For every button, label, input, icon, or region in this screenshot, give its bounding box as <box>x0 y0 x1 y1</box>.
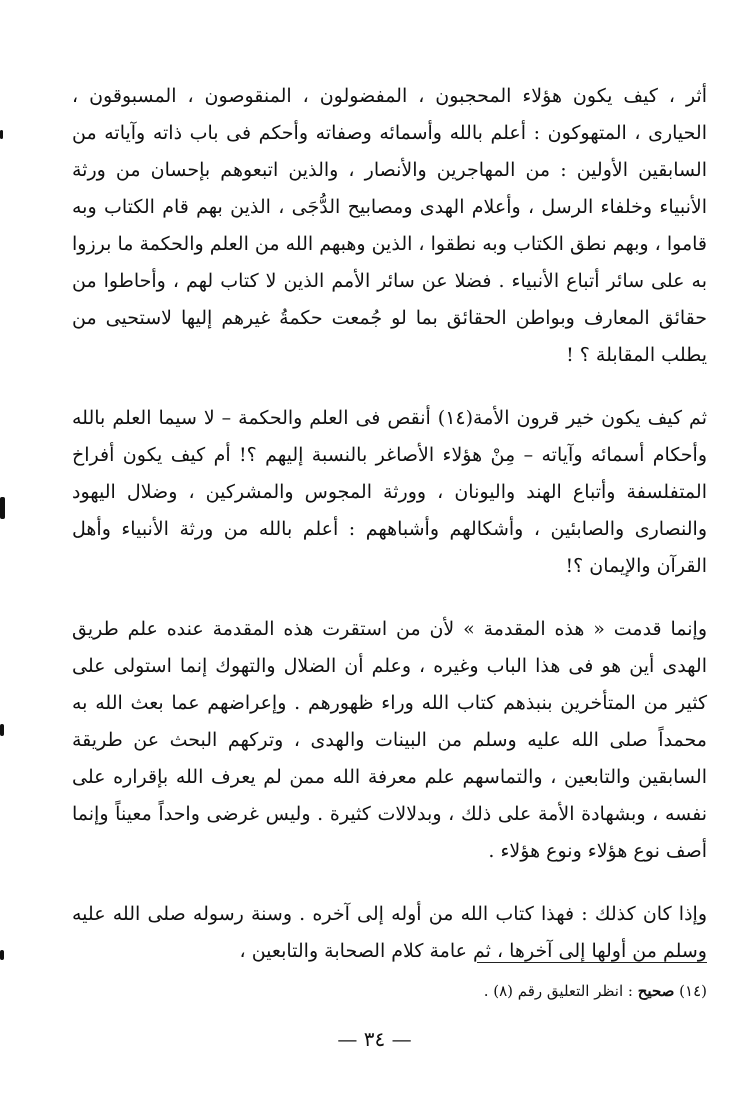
paragraph-2: ثم كيف يكون خير قرون الأمة(١٤) أنقص فى العلم والحكمة – لا سيما العلم بالله وأحكام أسمائه وآياته – مِنْ هؤلاء الأصاغر بالنسبة إليهم ؟! أم كيف يكون أفراخ المتفلسفة وأتباع الهند واليونان ، وورثة المجوس والمشركين ، وضلال اليهود والنصارى والصابئين ، وأشكالهم وأشباههم : أعلم بالله من ورثة الأنبياء وأهل القرآن والإيمان ؟! <box>72 407 707 577</box>
scan-mark <box>0 724 4 736</box>
paragraph-4: وإذا كان كذلك : فهذا كتاب الله من أوله إلى آخره . وسنة رسوله صلى الله عليه وسلم من أولها إلى آخرها ، ثم عامة كلام الصحابة والتابعين ، <box>72 903 707 962</box>
scan-mark <box>0 130 3 139</box>
paragraph-3: وإنما قدمت « هذه المقدمة » لأن من استقرت هذه المقدمة عنده علم طريق الهدى أين هو فى هذا الباب وغيره ، وعلم أن الضلال والتهوك إنما استولى على كثير من المتأخرين بنبذهم كتاب الله وراء ظهورهم . وإعراضهم عما بعث الله به محمداً صلى الله عليه وسلم من البينات والهدى ، وتركهم البحث عن طريقة السابقين والتابعين ، والتماسهم علم معرفة الله ممن لم يعرف الله بإقراره على نفسه ، وبشهادة الأمة على ذلك ، وبدلالات كثيرة . وليس غرضى واحداً معيناً وإنما أصف نوع هؤلاء ونوع هؤلاء . <box>72 618 707 862</box>
footnote-text: : انظر التعليق رقم (٨) . <box>483 982 633 1000</box>
page-body <box>72 78 707 970</box>
scan-mark <box>0 497 5 519</box>
scan-mark <box>0 950 4 960</box>
footnote-number: (١٤) <box>679 982 707 1000</box>
footnote-label: صحيح <box>637 982 675 1000</box>
paragraph-1: أثر ، كيف يكون هؤلاء المحجبون ، المفضولون ، المنقوصون ، المسبوقون ، الحيارى ، المتهوكون : أعلم بالله وأسمائه وصفاته وأحكم فى باب ذاته وآياته من السابقين الأولين : من المهاجرين والأنصار ، والذين اتبعوهم بإحسان من ورثة الأنبياء وخلفاء الرسل ، وأعلام الهدى ومصابيح الدُّجَى ، الذين بهم قام الكتاب وبه قاموا ، وبهم نطق الكتاب وبه نطقوا ، الذين وهبهم الله من العلم والحكمة ما برزوا به على سائر أتباع الأنبياء . فضلا عن سائر الأمم الذين لا كتاب لهم ، وأحاطوا من حقائق المعارف وبواطن الحقائق بما لو جُمعت حكمةُ غيرهم إليها لاستحيى من يطلب المقابلة ؟ ! <box>72 85 707 366</box>
footnote-divider <box>477 962 707 963</box>
page-number: — ٣٤ — <box>337 1027 412 1051</box>
footnote <box>72 982 707 1000</box>
